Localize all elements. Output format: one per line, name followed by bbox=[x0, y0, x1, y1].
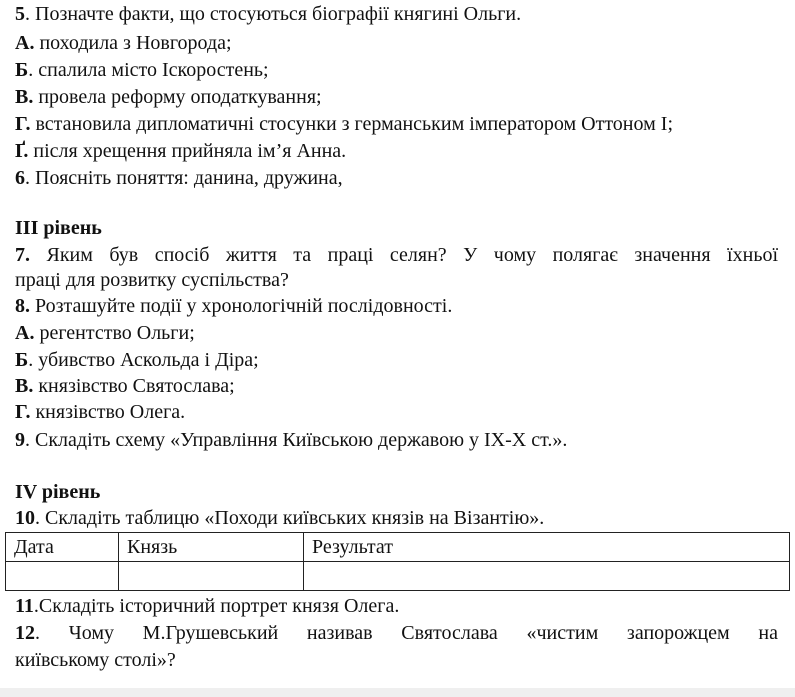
option-letter: В. bbox=[15, 86, 34, 108]
q11-number: 11 bbox=[15, 595, 34, 617]
q9-number: 9 bbox=[15, 429, 25, 451]
option-text: після хрещення прийняла ім’я Анна. bbox=[28, 140, 347, 162]
q10-line bbox=[15, 506, 544, 530]
q5-option-a bbox=[15, 31, 232, 55]
q6-number: 6 bbox=[15, 167, 25, 189]
option-letter: В. bbox=[15, 375, 34, 397]
option-letter: Г. bbox=[15, 401, 31, 423]
q5-text: . Позначте факти, що стосуються біографії княгині Ольги. bbox=[25, 3, 522, 25]
q12-line-1 bbox=[15, 621, 778, 645]
table-cell bbox=[6, 562, 119, 591]
q8-option-d bbox=[15, 400, 185, 424]
q9-line bbox=[15, 428, 567, 452]
header-cell-result: Результат bbox=[304, 533, 790, 562]
option-letter: Г. bbox=[15, 113, 31, 135]
option-text: . убивство Аскольда і Діра; bbox=[28, 349, 259, 371]
q8-option-a bbox=[15, 321, 195, 345]
option-letter: А. bbox=[15, 322, 35, 344]
page-bottom-strip bbox=[0, 688, 795, 697]
q8-option-b bbox=[15, 348, 259, 372]
q6-line bbox=[15, 166, 343, 190]
q8-line bbox=[15, 294, 452, 318]
q10-number: 10 bbox=[15, 507, 35, 529]
q12-number: 12 bbox=[15, 622, 35, 644]
option-text: князівство Олега. bbox=[30, 401, 186, 423]
q8-number: 8. bbox=[15, 295, 30, 317]
level4-heading: ІV рівень bbox=[15, 481, 101, 503]
q7-line-2: праці для розвитку суспільства? bbox=[15, 269, 289, 291]
q9-text: . Складіть схему «Управління Київською державою у ІХ-Х ст.». bbox=[25, 429, 568, 451]
table-row bbox=[6, 562, 790, 591]
level3-heading: ІІІ рівень bbox=[15, 217, 102, 239]
option-text: регентство Ольги; bbox=[34, 322, 195, 344]
q5-line bbox=[15, 2, 521, 26]
q12-line-2: київському столі»? bbox=[15, 649, 176, 671]
option-text: князівство Святослава; bbox=[33, 375, 235, 397]
option-text: провела реформу оподаткування; bbox=[33, 86, 322, 108]
q5-number: 5 bbox=[15, 3, 25, 25]
table-cell bbox=[304, 562, 790, 591]
q11-text: .Складіть історичний портрет князя Олега. bbox=[33, 595, 400, 617]
q11-line bbox=[15, 594, 399, 618]
header-cell-date: Дата bbox=[6, 533, 119, 562]
campaigns-table bbox=[5, 532, 790, 591]
q5-option-e bbox=[15, 139, 346, 163]
q7-line-1 bbox=[15, 243, 778, 267]
option-text: походила з Новгорода; bbox=[34, 32, 232, 54]
option-text: . спалила місто Іскоростень; bbox=[28, 59, 269, 81]
q5-option-b bbox=[15, 58, 269, 82]
option-text: встановила дипломатичні стосунки з германським імператором Оттоном І; bbox=[30, 113, 673, 135]
q6-text: . Поясніть поняття: данина, дружина, bbox=[25, 167, 343, 189]
header-cell-prince: Князь bbox=[119, 533, 304, 562]
table-header-row bbox=[6, 533, 790, 562]
option-letter: Ґ. bbox=[15, 140, 29, 162]
option-letter: Б bbox=[15, 59, 29, 81]
option-letter: Б bbox=[15, 349, 29, 371]
q10-text: . Складіть таблицю «Походи київських князів на Візантію». bbox=[35, 507, 545, 529]
q8-text: Розташуйте події у хронологічній послідовності. bbox=[30, 295, 453, 317]
q5-option-c bbox=[15, 85, 322, 109]
q5-option-d bbox=[15, 112, 673, 136]
q7-text: Яким був спосіб життя та праці селян? У чому полягає значення їхньої bbox=[30, 244, 778, 266]
q12-text: . Чому М.Грушевський називав Святослава «чистим запорожцем на bbox=[35, 622, 778, 644]
option-letter: А. bbox=[15, 32, 35, 54]
q7-number: 7. bbox=[15, 244, 30, 266]
table-cell bbox=[119, 562, 304, 591]
q8-option-c bbox=[15, 374, 235, 398]
